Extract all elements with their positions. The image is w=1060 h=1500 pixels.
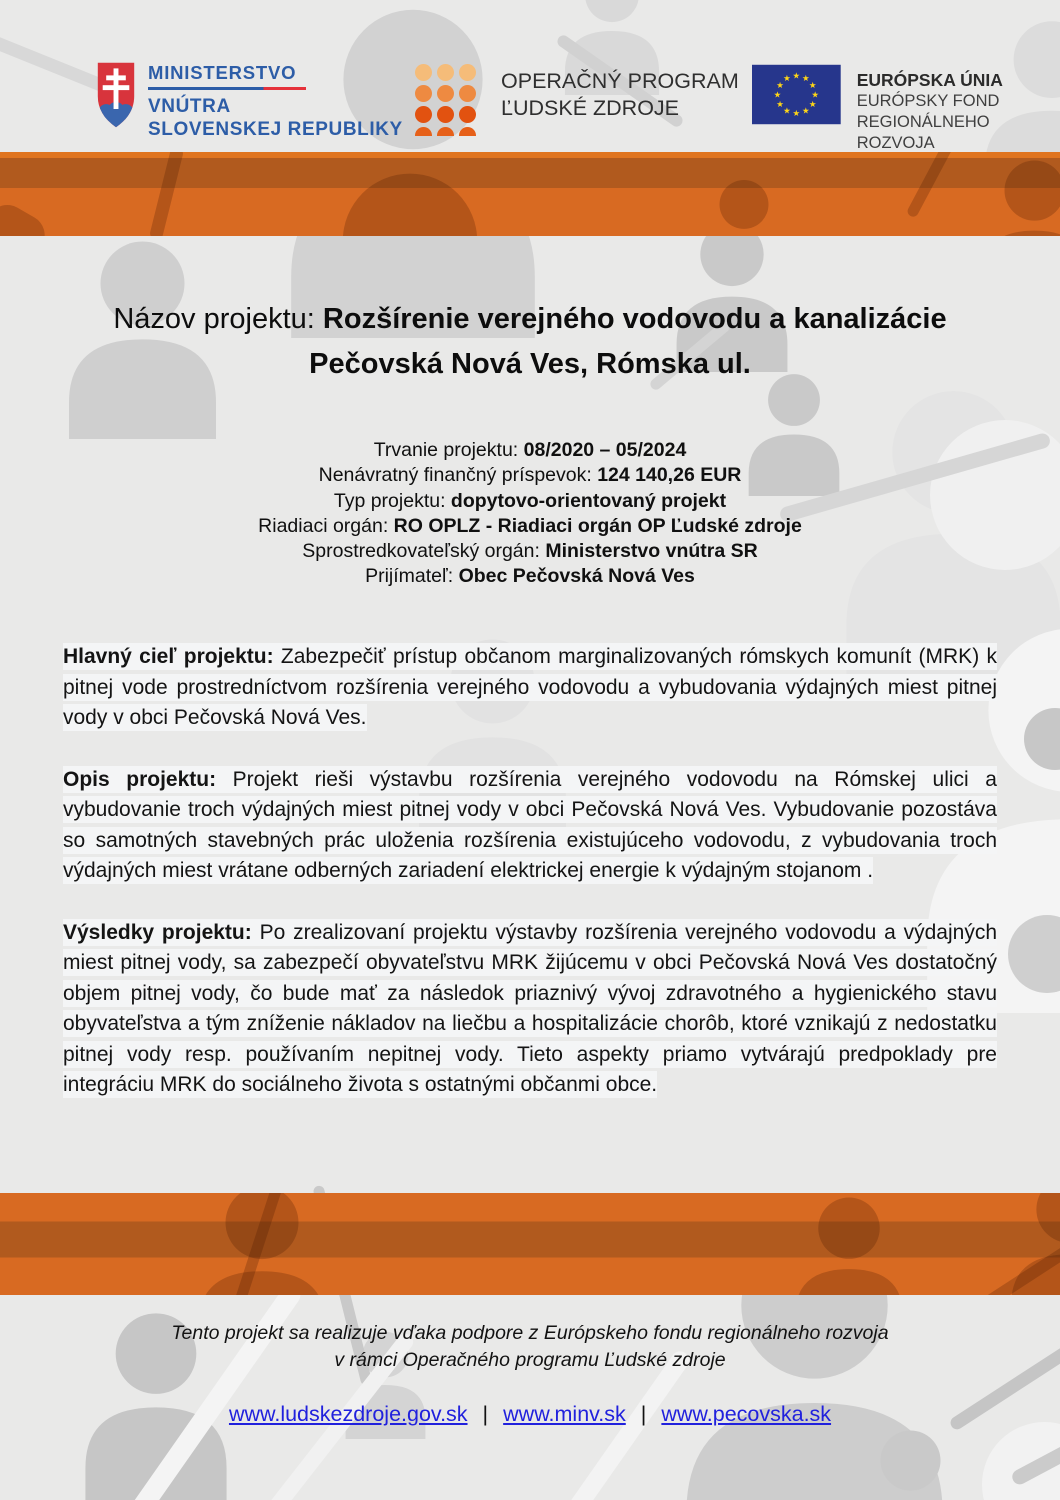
svg-text:★: ★ bbox=[792, 71, 801, 82]
connector-line bbox=[0, 198, 52, 236]
page-title bbox=[0, 297, 1060, 387]
person-silhouette-icon bbox=[785, 1195, 913, 1295]
link-separator: | bbox=[482, 1402, 489, 1426]
connector-line bbox=[149, 152, 185, 236]
svg-text:★: ★ bbox=[783, 106, 791, 117]
bottom-banner bbox=[0, 1193, 1060, 1295]
footer-links bbox=[0, 1402, 1060, 1427]
eu-flag-icon bbox=[752, 63, 841, 126]
ministry-logo bbox=[95, 60, 403, 141]
title-name-line1: Rozšírenie verejného vodovodu a kanalizácie bbox=[322, 303, 947, 335]
footer-note-line2: v rámci Operačného programu Ľudské zdroje bbox=[334, 1349, 726, 1371]
connector-line bbox=[906, 152, 956, 219]
eu-line3: REGIONÁLNEHO ROZVOJA bbox=[856, 113, 990, 152]
top-banner bbox=[0, 152, 1060, 236]
link-separator: | bbox=[640, 1402, 647, 1426]
svg-text:★: ★ bbox=[808, 80, 817, 91]
operational-program-logo bbox=[415, 64, 739, 126]
paragraph-results: Výsledky projektu: Po zrealizovaní projektu výstavby rozšírenia verejného vodovodu a výdajných miest pitnej vody, sa zabezpečí obyvateľstvu MRK žijúcemu v obci Pečovská Nová Ves dostatočný objem pitnej vody, čo bude mať za následok priaznivý vývoj zdravotného a hygienického stavu obyvateľstva a tým zníženie nákladov na liečbu a hospitalizácie chorôb, ktoré vznikajú z nedostatku pitnej vody resp. používaním nepitnej vody. Tieto aspekty priamo vytvárajú predpoklady pre integráciu MRK do sociálneho života s ostatnými občanmi obce. bbox=[63, 920, 998, 1096]
detail-row: Trvanie projektu: 08/2020 – 05/2024 bbox=[373, 439, 687, 461]
svg-text:★: ★ bbox=[792, 109, 801, 120]
footer-note-line1: Tento projekt sa realizuje vďaka podpore z Európskeho fondu regionálneho rozvoja bbox=[171, 1322, 889, 1344]
ministry-line2: VNÚTRA bbox=[148, 96, 231, 117]
detail-row: Nenávratný finančný príspevok: 124 140,26 EUR bbox=[318, 464, 742, 487]
link-pecovska[interactable]: www.pecovska.sk bbox=[661, 1402, 832, 1426]
svg-text:★: ★ bbox=[783, 74, 791, 85]
ministry-line3: SLOVENSKEJ REPUBLIKY bbox=[148, 119, 403, 140]
oplz-dots-icon bbox=[415, 64, 476, 126]
oplz-line1: OPERAČNÝ PROGRAM bbox=[501, 69, 739, 93]
svg-text:★: ★ bbox=[776, 80, 784, 91]
svg-text:★: ★ bbox=[773, 90, 782, 101]
title-label: Názov projektu: bbox=[113, 303, 323, 335]
svg-text:★: ★ bbox=[811, 90, 820, 101]
detail-row: Prijímateľ: Obec Pečovská Nová Ves bbox=[365, 565, 695, 588]
paragraph-description: Opis projektu: Projekt rieši výstavbu rozšírenia verejného vodovodu na Rómskej ulici a vybudovanie troch výdajných miest pitnej vody v obci Pečovská Nová Ves. Vybudovanie pozostáva so samotných stavebných prác uloženia rozšírenia existujúceho vodovodu, z vybudovania troch výdajných miest vrátane odberných zariadení elektrickej energie k výdajným stojanom . bbox=[63, 767, 997, 882]
slovak-coat-of-arms-icon bbox=[95, 60, 137, 130]
footer-note bbox=[0, 1320, 1060, 1374]
project-details bbox=[0, 438, 1060, 590]
detail-row: Typ projektu: dopytovo-orientovaný projekt bbox=[333, 489, 727, 512]
person-silhouette-icon bbox=[848, 1428, 973, 1500]
person-silhouette-icon bbox=[270, 168, 550, 236]
eu-line1: EURÓPSKA ÚNIA bbox=[856, 70, 1003, 90]
link-ludskezdroje[interactable]: www.ludskezdroje.gov.sk bbox=[228, 1402, 468, 1426]
eu-line2: EURÓPSKY FOND bbox=[856, 92, 1000, 110]
svg-text:★: ★ bbox=[801, 74, 810, 85]
eu-logo bbox=[752, 63, 1060, 154]
svg-text:★: ★ bbox=[808, 99, 817, 110]
link-minv[interactable]: www.minv.sk bbox=[503, 1402, 626, 1426]
ministry-underline bbox=[148, 87, 306, 90]
title-name-line2: Pečovská Nová Ves, Rómska ul. bbox=[309, 348, 751, 380]
svg-text:★: ★ bbox=[801, 106, 810, 117]
paragraph-main-goal: Hlavný cieľ projektu: Zabezpečiť prístup občanom marginalizovaných rómskych komunít (MRK) k pitnej vode prostredníctvom rozšírenia verejného vodovodu a vybudovania výdajných miest pitnej vody v obci Pečovská Nová Ves. bbox=[63, 645, 997, 729]
person-silhouette-icon bbox=[693, 178, 795, 236]
person-silhouette-icon bbox=[972, 158, 1060, 236]
project-description bbox=[63, 642, 997, 1132]
ministry-line1: MINISTERSTVO bbox=[148, 62, 297, 83]
detail-row: Sprostredkovateľský orgán: Ministerstvo vnútra SR bbox=[302, 540, 758, 563]
svg-text:★: ★ bbox=[776, 99, 784, 110]
detail-row: Riadiaci orgán: RO OPLZ - Riadiaci orgán OP Ľudské zdroje bbox=[258, 514, 802, 537]
oplz-line2: ĽUDSKÉ ZDROJE bbox=[501, 96, 680, 120]
